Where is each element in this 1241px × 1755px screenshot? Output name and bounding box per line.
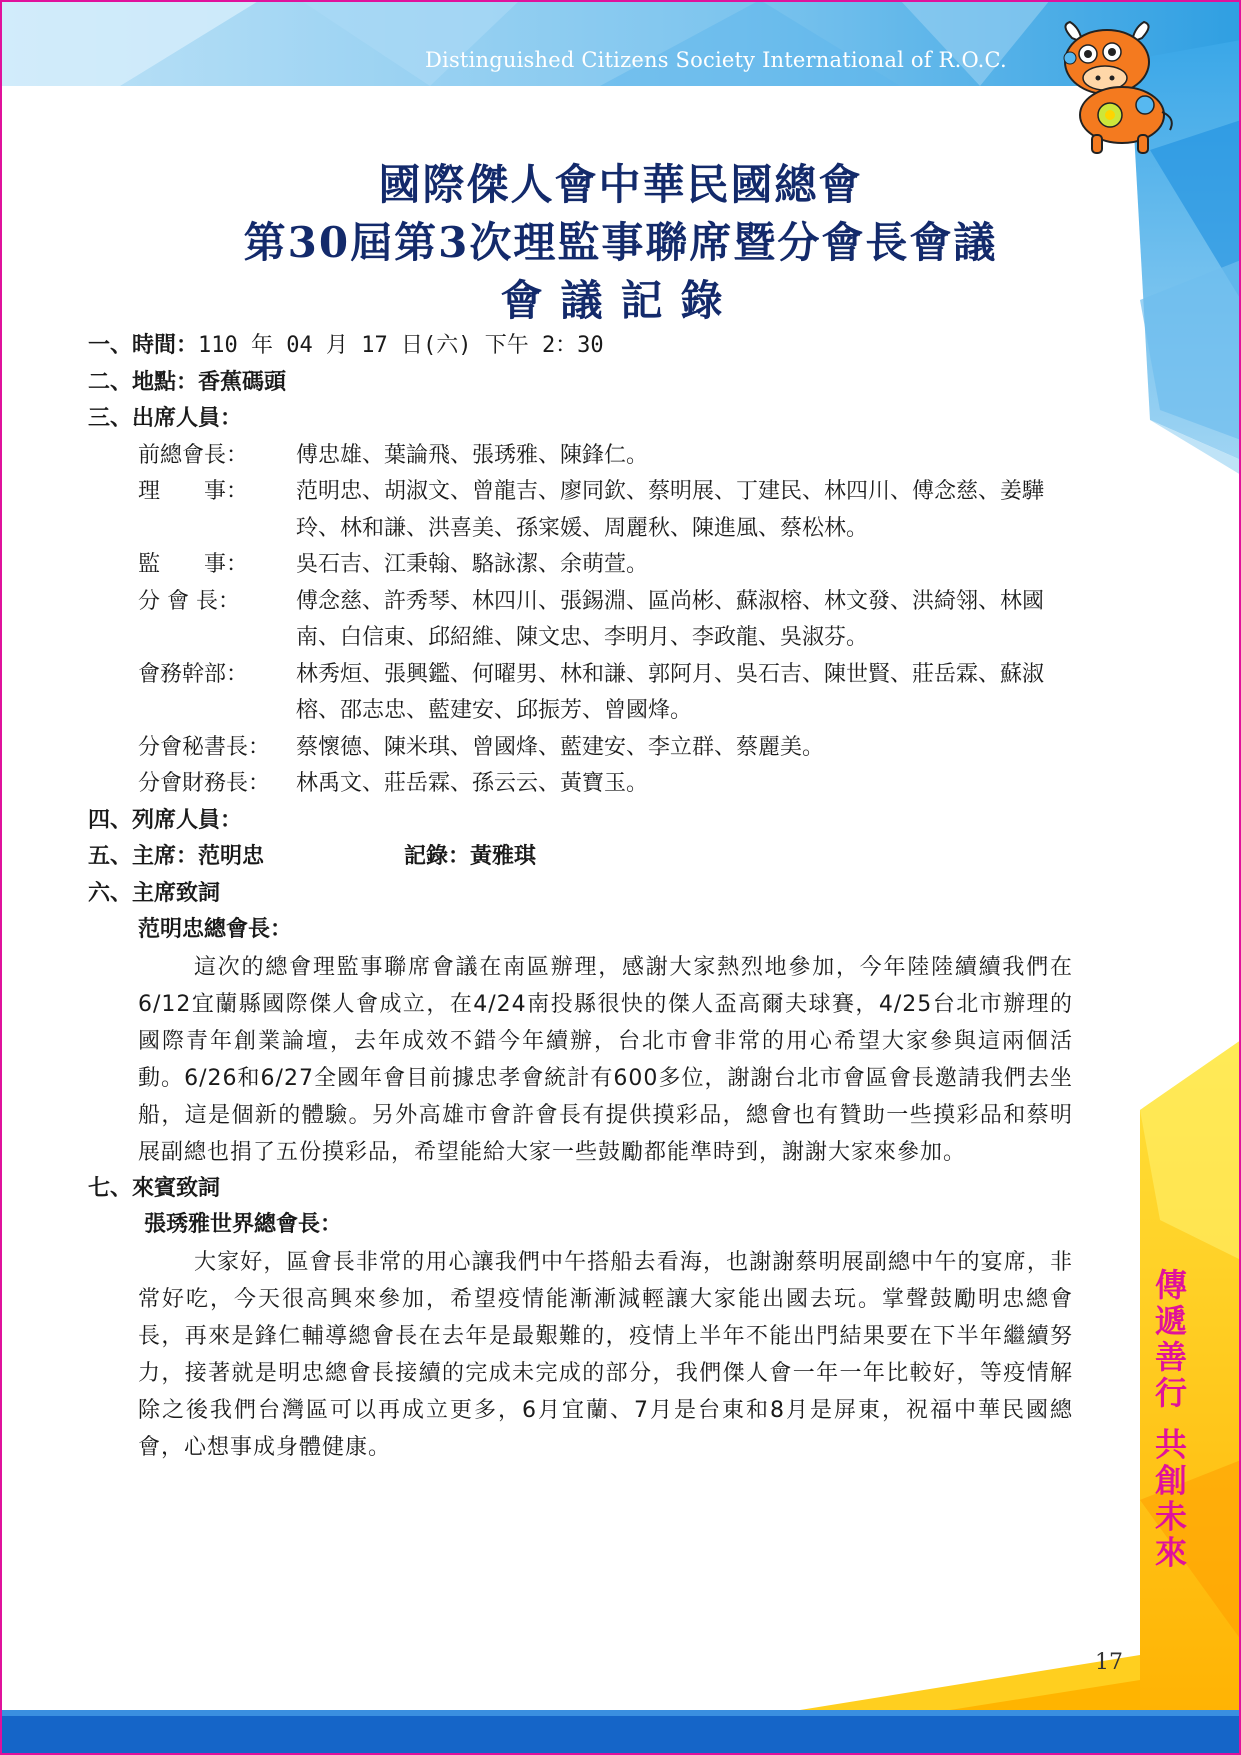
attendee-role: 分會財務長： bbox=[138, 771, 271, 796]
header-tagline: Distinguished Citizens Society International of R.O.C. bbox=[425, 48, 1007, 72]
time-label: 一、時間： bbox=[88, 333, 199, 358]
chair-value: 范明忠 bbox=[198, 844, 265, 869]
attendee-group bbox=[88, 547, 1073, 584]
guest-speech-text: 大家好，區會長非常的用心讓我們中午搭船去看海，也謝謝蔡明展副總中午的宴席，非常好吃，今天很高興來參加，希望疫情能漸漸減輕讓大家能出國去玩。掌聲鼓勵明忠總會長，再來是鋒仁輔導總會長在去年是最艱難的，疫情上半年不能出門結果要在下半年繼續努力，接著就是明忠總會長接續的完成未完成的部分，我們傑人會一年一年比較好，等疫情解除之後我們台灣區可以再成立更多，6月宜蘭、7月是台東和8月是屏東，祝福中華民國總會，心想事成身體健康。 bbox=[138, 1249, 1073, 1460]
title-line-3: 會議記錄 bbox=[500, 276, 741, 325]
attendee-group bbox=[88, 766, 1073, 803]
attendee-role: 前總會長： bbox=[138, 442, 249, 468]
attendee-names: 范明忠、胡淑文、曾龍吉、廖同欽、蔡明展、丁建民、林四川、傅念慈、姜驊玲、林和謙、洪喜美、孫寀媛、周麗秋、陳進風、蔡松林。 bbox=[296, 479, 1045, 541]
attendee-names: 蔡懷德、陳米琪、曾國烽、藍建安、李立群、蔡麗美。 bbox=[296, 734, 825, 760]
guest-speaker: 張琇雅世界總會長： bbox=[144, 1212, 343, 1237]
attendee-group bbox=[88, 657, 1073, 730]
attendee-role: 分 會 長： bbox=[138, 588, 240, 614]
attendee-names: 傅念慈、許秀琴、林四川、張錫淵、區尚彬、蘇淑榕、林文發、洪綺翎、林國南、白信東、邱紹維、陳文忠、李明月、李政龍、吳淑芬。 bbox=[296, 588, 1045, 650]
title-line-1: 國際傑人會中華民國總會 bbox=[378, 160, 863, 209]
place-label: 二、地點： bbox=[88, 369, 199, 395]
attendee-role: 分會秘書長： bbox=[138, 734, 271, 760]
attendee-role: 會務幹部： bbox=[138, 661, 249, 687]
title-line-2: 第30屆第3次理監事聯席暨分會長會議 bbox=[243, 218, 998, 267]
page-number: 17 bbox=[1095, 1650, 1123, 1675]
chair-label: 五、主席： bbox=[88, 844, 199, 869]
recorder-value: 黃雅琪 bbox=[470, 844, 537, 869]
time-row bbox=[88, 328, 1073, 365]
attendee-group bbox=[88, 730, 1073, 767]
attendee-names: 吳石吉、江秉翰、駱詠潔、余萌萱。 bbox=[296, 552, 649, 577]
observers-heading: 四、列席人員： bbox=[88, 807, 243, 833]
time-value: 110 年 04 月 17 日(六) 下午 2：30 bbox=[198, 333, 604, 358]
chair-speech-text: 這次的總會理監事聯席會議在南區辦理，感謝大家熱烈地參加，今年陸陸續續我們在6/12宜蘭縣國際傑人會成立，在4/24南投縣很快的傑人盃高爾夫球賽，4/25台北市辦理的國際青年創業論壇，去年成效不錯今年續辦，台北市會非常的用心希望大家參與這兩個活動。6/26和6/27全國年會目前據忠孝會統計有600多位，謝謝台北市會區會長邀請我們去坐船，這是個新的體驗。另外高雄市會許會長有提供摸彩品，總會也有贊助一些摸彩品和蔡明展副總也捐了五份摸彩品，希望能給大家一些鼓勵都能準時到，謝謝大家來參加。 bbox=[138, 954, 1073, 1165]
place-row bbox=[88, 365, 1073, 402]
chair-speaker: 范明忠總會長： bbox=[138, 917, 293, 942]
guest-speech-heading: 七、來賓致詞 bbox=[88, 1175, 221, 1201]
minutes-body bbox=[88, 328, 1073, 1466]
sidebar-slogan: 傳遞善行 共創未來 bbox=[1150, 1268, 1188, 1572]
attendees-heading: 三、出席人員： bbox=[88, 406, 243, 431]
attendee-role: 監 事： bbox=[138, 552, 249, 577]
chair-speech-heading: 六、主席致詞 bbox=[88, 880, 221, 906]
attendee-group bbox=[88, 474, 1073, 547]
recorder-label: 記錄： bbox=[404, 844, 471, 869]
attendee-group bbox=[88, 584, 1073, 657]
chair-recorder-row bbox=[88, 839, 1073, 876]
attendee-names: 傅忠雄、葉論飛、張琇雅、陳鋒仁。 bbox=[296, 442, 649, 468]
attendee-role: 理 事： bbox=[138, 479, 249, 504]
attendee-names: 林秀烜、張興鑑、何曜男、林和謙、郭阿月、吳石吉、陳世賢、莊岳霖、蘇淑榕、邵志忠、藍建安、邱振芳、曾國烽。 bbox=[296, 661, 1045, 723]
attendee-names: 林禹文、莊岳霖、孫云云、黃寶玉。 bbox=[296, 771, 649, 796]
cow-mascot-icon bbox=[1050, 20, 1180, 160]
place-value: 香蕉碼頭 bbox=[198, 369, 287, 395]
attendee-group bbox=[88, 438, 1073, 475]
